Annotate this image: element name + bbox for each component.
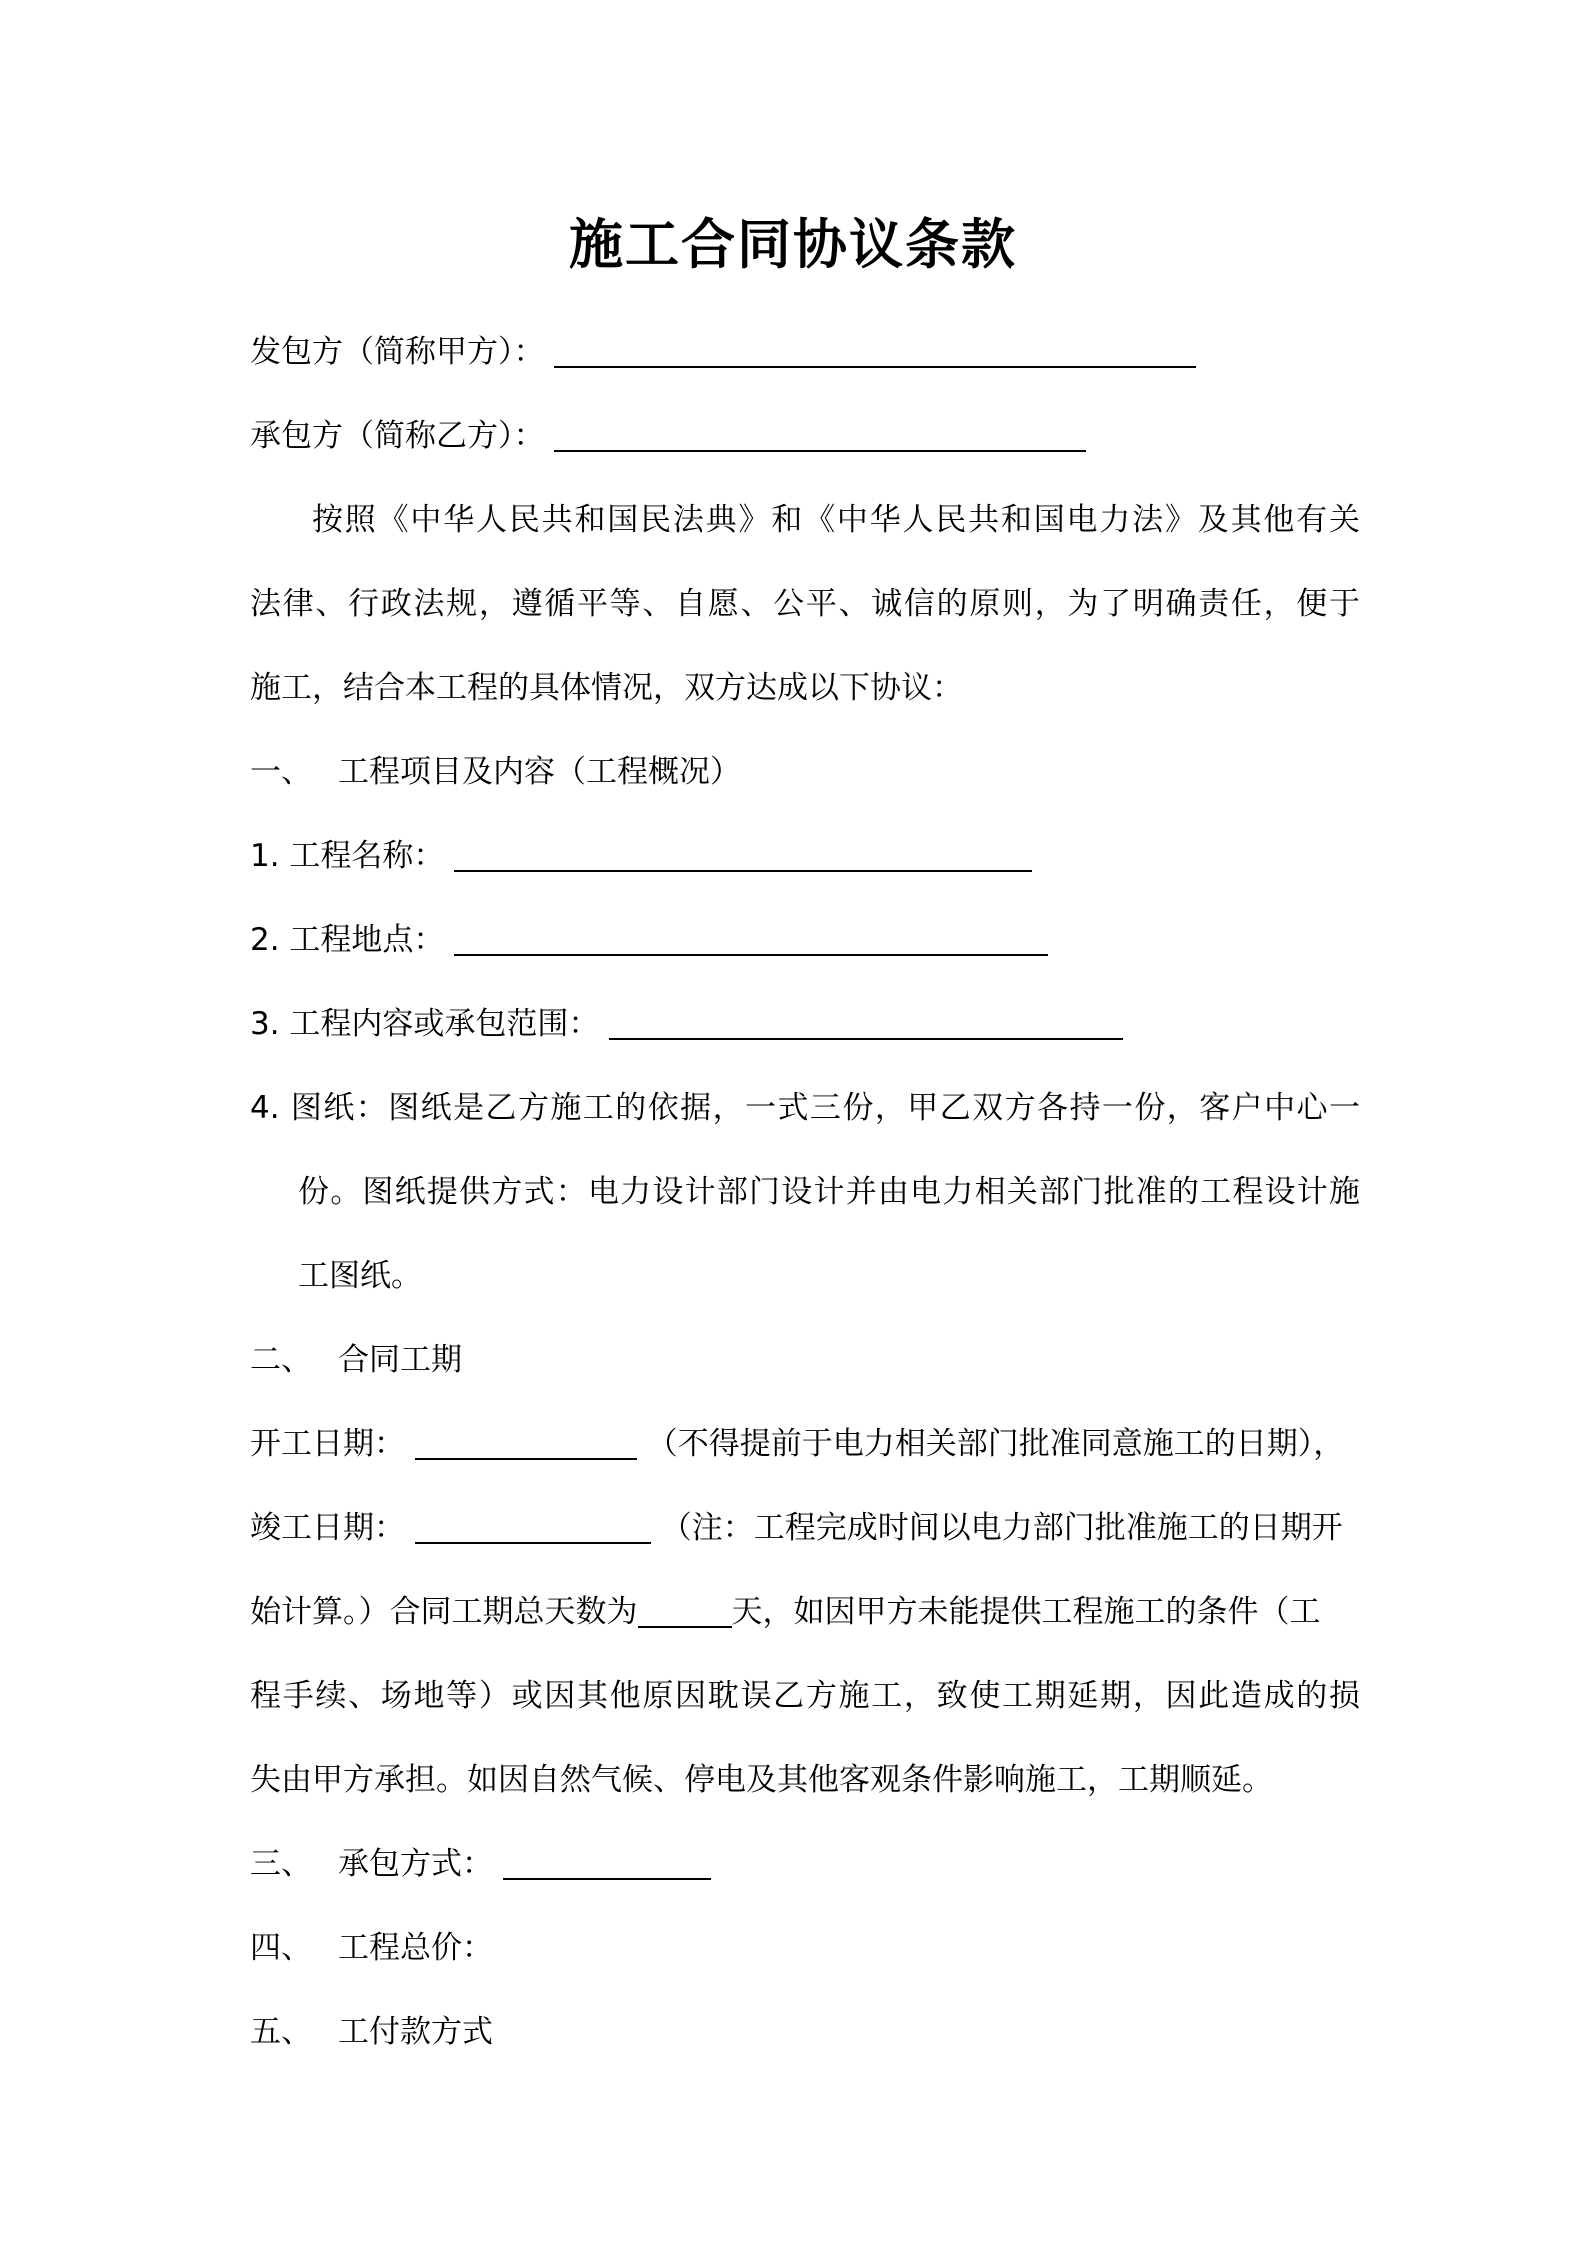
page-title: 施工合同协议条款: [569, 213, 1017, 276]
total-days-blank: [638, 1586, 732, 1628]
intro-line-1: 按照《中华人民共和国民法典》和《中华人民共和国电力法》及其他有关: [312, 502, 1360, 538]
section-5-line: [250, 2002, 1360, 2062]
item-drawings-line-1: 4. 图纸：图纸是乙方施工的依据，一式三份，甲乙双方各持一份，客户中心一: [250, 1090, 1360, 1126]
start-date-line: [250, 1414, 1360, 1474]
section-3-line: [250, 1834, 1360, 1894]
party-b-blank: [554, 410, 1086, 452]
section-2-number: 二、: [250, 1342, 312, 1378]
item-project-location-label: 2. 工程地点：: [250, 922, 445, 958]
party-b-label: 承包方（简称乙方）：: [250, 418, 545, 454]
party-b-line: [250, 406, 1360, 466]
duration-text-b: 天，如因甲方未能提供工程施工的条件（工: [731, 1594, 1321, 1630]
party-a-label: 发包方（简称甲方）：: [250, 334, 545, 370]
duration-line: [250, 1582, 1360, 1642]
end-date-note: （注：工程完成时间以电力部门批准施工的日期开: [660, 1510, 1343, 1546]
project-name-blank: [454, 830, 1032, 872]
section-1-number: 一、: [250, 754, 312, 790]
item-project-scope-label: 3. 工程内容或承包范围：: [250, 1006, 600, 1042]
end-date-label: 竣工日期：: [250, 1510, 405, 1546]
intro-line-3: 施工，结合本工程的具体情况，双方达成以下协议：: [250, 670, 963, 706]
item-drawings-line-2: 份。图纸提供方式：电力设计部门设计并由电力相关部门批准的工程设计施: [298, 1174, 1360, 1210]
section-2-heading: 合同工期: [338, 1342, 462, 1378]
delay-line-1: 程手续、场地等）或因其他原因耽误乙方施工，致使工期延期，因此造成的损: [250, 1678, 1360, 1714]
item-drawings-line-3: 工图纸。: [298, 1258, 422, 1294]
start-date-label: 开工日期：: [250, 1426, 405, 1462]
item-project-scope: [250, 994, 1360, 1054]
item-project-location: [250, 910, 1360, 970]
section-3-heading: 承包方式：: [338, 1846, 493, 1882]
project-scope-blank: [609, 998, 1123, 1040]
party-a-blank: [554, 326, 1196, 368]
section-1-heading: 工程项目及内容（工程概况）: [338, 754, 741, 790]
intro-line-2: 法律、行政法规，遵循平等、自愿、公平、诚信的原则，为了明确责任，便于: [250, 586, 1360, 622]
project-location-blank: [454, 914, 1048, 956]
end-date-line: [250, 1498, 1360, 1558]
section-4-number: 四、: [250, 1930, 312, 1966]
start-date-blank: [415, 1418, 637, 1460]
duration-text-a: 始计算。）合同工期总天数为: [250, 1594, 638, 1630]
delay-line-2: 失由甲方承担。如因自然气候、停电及其他客观条件影响施工，工期顺延。: [250, 1762, 1273, 1798]
section-5-number: 五、: [250, 2014, 312, 2050]
item-project-name-label: 1. 工程名称：: [250, 838, 445, 874]
section-1-heading-line: [250, 742, 1360, 802]
section-4-line: [250, 1918, 1360, 1978]
contract-method-blank: [503, 1838, 711, 1880]
section-4-heading: 工程总价：: [338, 1930, 493, 1966]
start-date-note: （不得提前于电力相关部门批准同意施工的日期），: [646, 1426, 1345, 1462]
party-a-line: [250, 322, 1360, 382]
section-3-number: 三、: [250, 1846, 312, 1882]
end-date-blank: [415, 1502, 651, 1544]
section-5-heading: 工付款方式: [338, 2014, 493, 2050]
item-project-name: [250, 826, 1360, 886]
section-2-heading-line: [250, 1330, 1360, 1390]
